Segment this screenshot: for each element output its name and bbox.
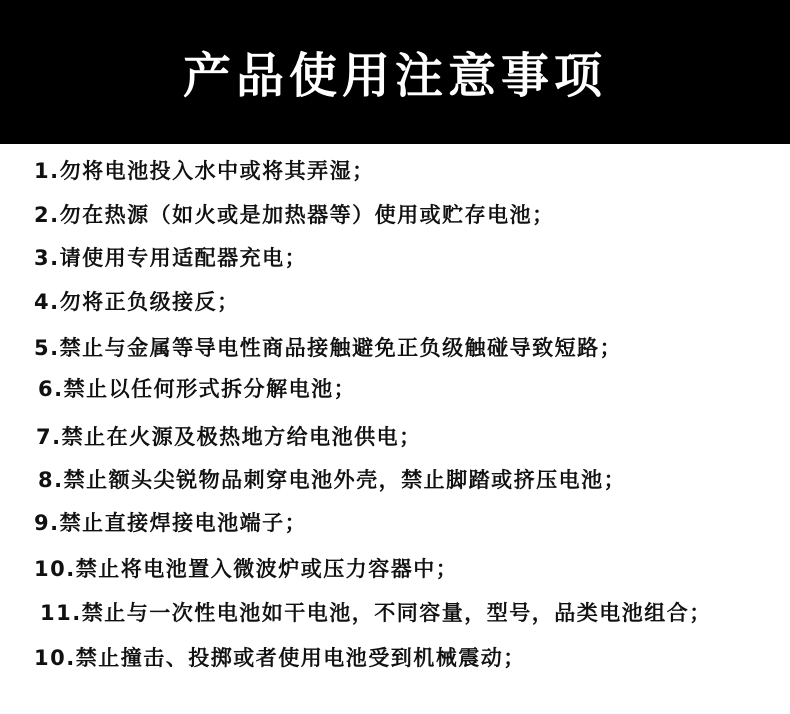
list-item: 3.请使用专用适配器充电； [34,246,308,270]
list-item: 5.禁止与金属等导电性商品接触避免正负级触碰导致短路； [34,336,623,360]
list-item: 9.禁止直接焊接电池端子； [34,511,308,535]
list-item: 8.禁止额头尖锐物品刺穿电池外壳，禁止脚踏或挤压电池； [38,468,627,492]
list-item: 10.禁止撞击、投掷或者使用电池受到机械震动； [34,646,526,670]
list-item: 2.勿在热源（如火或是加热器等）使用或贮存电池； [34,203,555,227]
list-item: 6.禁止以任何形式拆分解电池； [38,377,357,401]
list-item: 10.禁止将电池置入微波炉或压力容器中； [34,557,459,581]
list-item: 11.禁止与一次性电池如干电池，不同容量，型号，品类电池组合； [40,601,712,625]
list-item: 1.勿将电池投入水中或将其弄湿； [34,159,375,183]
list-item: 4.勿将正负级接反； [34,290,240,314]
list-item: 7.禁止在火源及极热地方给电池供电； [36,425,422,449]
header-banner [0,0,790,144]
page-title: 产品使用注意事项 [182,47,607,104]
